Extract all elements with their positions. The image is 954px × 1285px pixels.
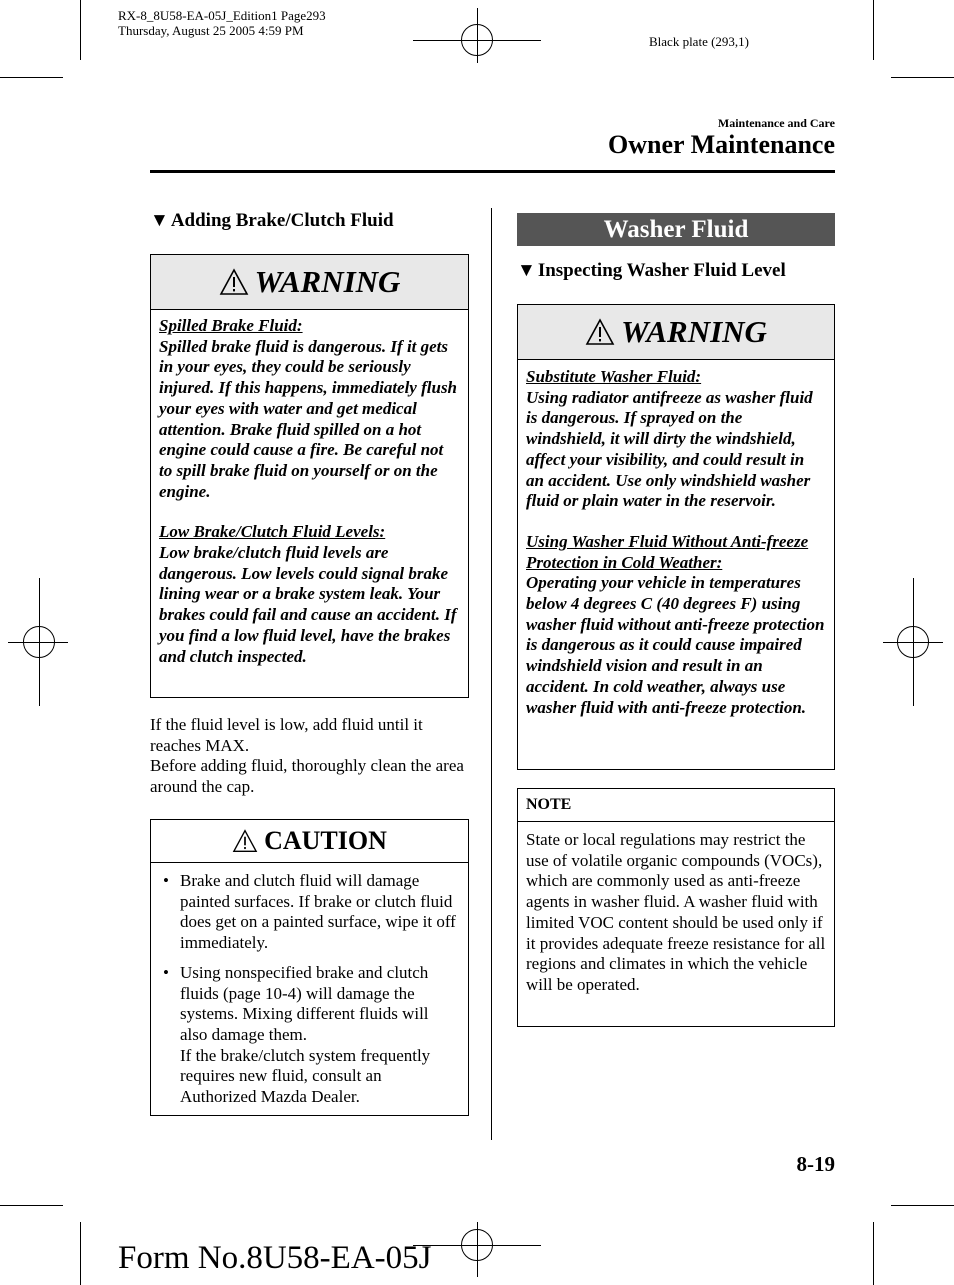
subheading-washer-fluid <box>517 260 786 282</box>
caution-item <box>161 963 458 1108</box>
note-box <box>517 788 835 1027</box>
warning-label: WARNING <box>254 264 401 299</box>
header-rule <box>150 170 835 173</box>
warning-box-washer <box>517 304 835 770</box>
crop-mark <box>80 1222 81 1285</box>
triangle-down-icon: ▼ <box>517 260 536 281</box>
warning-item-text: Low brake/clutch fluid levels are dangerous. Low levels could signal brake lining wear or a brake system leak. Your brakes could fail and cause an accident. If you find a low fluid level, have the brakes and clutch inspected. <box>159 543 457 666</box>
print-info <box>118 8 326 38</box>
warning-header <box>151 255 468 310</box>
caution-item-text: Using nonspecified brake and clutch fluids (page 10-4) will damage the systems. Mixing different fluids will also damage them. <box>180 962 429 1044</box>
warning-body <box>151 310 468 675</box>
warning-item <box>526 532 826 718</box>
warning-triangle-icon <box>219 268 249 296</box>
crop-mark <box>80 0 81 60</box>
caution-header <box>151 820 468 863</box>
plate-info: Black plate (293,1) <box>649 34 749 49</box>
caution-list <box>161 871 458 1108</box>
warning-triangle-icon <box>585 318 615 346</box>
print-info-line2: Thursday, August 25 2005 4:59 PM <box>118 23 304 38</box>
caution-label: CAUTION <box>264 826 387 855</box>
warning-label: WARNING <box>621 314 767 349</box>
page-number: 8-19 <box>796 1152 835 1176</box>
crop-mark <box>891 77 954 78</box>
subheading-text: Inspecting Washer Fluid Level <box>537 260 786 281</box>
warning-item-heading: Substitute Washer Fluid: <box>526 367 702 386</box>
warning-item <box>159 316 460 502</box>
column-divider <box>491 208 492 1140</box>
warning-header <box>518 305 834 360</box>
caution-box <box>150 819 469 1116</box>
caution-body <box>151 863 468 1116</box>
crop-mark <box>873 0 874 60</box>
warning-item-heading: Low Brake/Clutch Fluid Levels: <box>159 522 386 542</box>
subheading-brake-fluid <box>150 210 394 232</box>
caution-item-text: If the brake/clutch system frequently requires new fluid, consult an Authorized Mazda Dealer. <box>180 1045 431 1107</box>
crop-mark <box>0 1205 63 1206</box>
body-text-fluid-level <box>150 715 468 798</box>
warning-item <box>159 522 460 667</box>
warning-item-heading: Using Washer Fluid Without Anti-freeze Protection in Cold Weather: <box>526 531 809 572</box>
caution-triangle-icon <box>232 829 258 853</box>
section-bar-washer-fluid: Washer Fluid <box>517 213 835 246</box>
form-number: Form No.8U58-EA-05J <box>118 1240 432 1276</box>
subheading-text: Adding Brake/Clutch Fluid <box>170 210 394 231</box>
crop-mark <box>873 1222 874 1285</box>
warning-item-heading: Spilled Brake Fluid: <box>159 316 303 335</box>
crop-mark <box>891 1205 954 1206</box>
warning-body <box>518 360 834 726</box>
caution-item: • Brake and clutch fluid will damage painted surfaces. If brake or clutch fluid does get on a painted surface, wipe it off immediately. <box>161 871 458 954</box>
triangle-down-icon: ▼ <box>150 210 169 231</box>
body-paragraph: If the fluid level is low, add fluid until it reaches MAX. <box>150 715 423 755</box>
note-label: NOTE <box>518 789 834 822</box>
warning-item <box>526 367 826 512</box>
page-title: Owner Maintenance <box>608 130 835 159</box>
crop-mark <box>0 77 63 78</box>
warning-item-text: Spilled brake fluid is dangerous. If it gets in your eyes, they could be seriously injured. If this happens, immediately flush your eyes with water and get medical attention. Brake fluid spilled on a hot engine could cause a fire. Be careful not to spill brake fluid on yourself or on the engine. <box>159 336 458 501</box>
warning-item-text: Operating your vehicle in temperatures below 4 degrees C (40 degrees F) using washer fluid without anti-freeze protection is dangerous as it could cause impaired windshield vision and result in an accident. In cold weather, always use washer fluid with anti-freeze protection. <box>526 573 825 717</box>
print-info-line1: RX-8_8U58-EA-05J_Edition1 Page293 <box>118 8 326 23</box>
body-paragraph: Before adding fluid, thoroughly clean the area around the cap. <box>150 756 464 797</box>
section-category: Maintenance and Care <box>717 116 835 130</box>
note-text: State or local regulations may restrict the use of volatile organic compounds (VOCs), which are commonly used as anti-freeze agents in washer fluid. A washer fluid with limited VOC content should be used only if it provides adequate freeze resistance for all regions and climates in which the vehicle will be operated. <box>526 830 826 994</box>
warning-item-text: Using radiator antifreeze as washer fluid is dangerous. If sprayed on the windshield, it will dirty the windshield, affect your visibility, and could result in an accident. Use only windshield washer fluid or plain water in the reservoir. <box>526 387 813 511</box>
warning-box-brake <box>150 254 469 698</box>
